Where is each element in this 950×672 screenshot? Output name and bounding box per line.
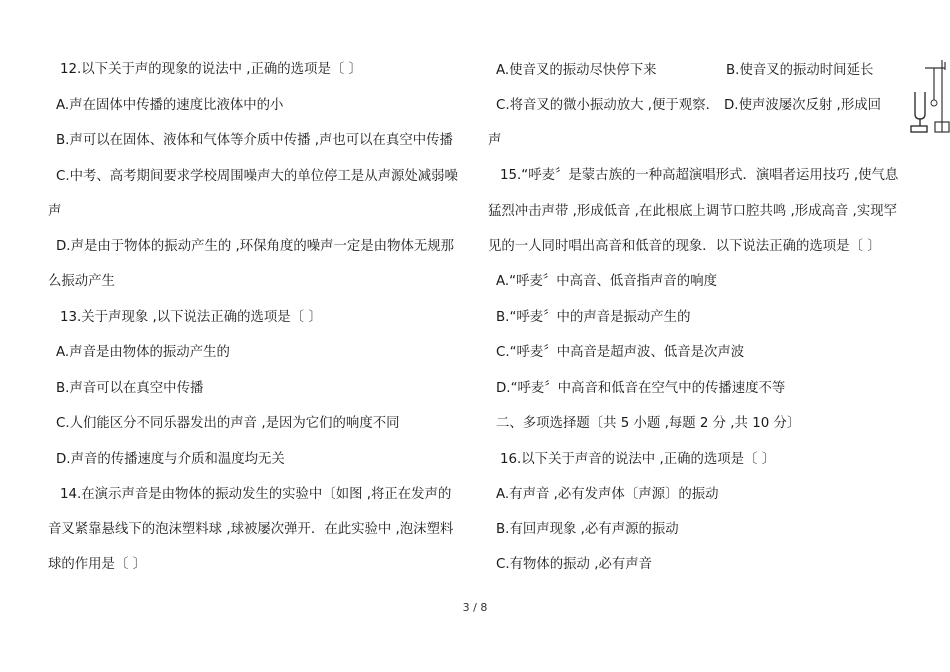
question-14-stem-cont-1: 音叉紧靠悬线下的泡沫塑料球 ,球被屡次弹开．在此实验中 ,泡沫塑料 — [48, 522, 454, 537]
question-14-option-a: A.使音叉的振动尽快停下来 — [496, 63, 657, 78]
question-13-option-b: B.声音可以在真空中传播 — [56, 381, 204, 396]
question-15-option-c: C.“呼麦〞中高音是超声波、低音是次声波 — [496, 345, 745, 360]
question-14-option-b: B.使音叉的振动时间延长 — [726, 63, 874, 78]
question-15-stem-cont-2: 见的一人同时唱出高音和低音的现象．以下说法正确的选项是〔 〕 — [488, 239, 881, 254]
question-12-stem: 12.以下关于声的现象的说法中 ,正确的选项是〔 〕 — [60, 62, 362, 77]
question-16-option-b: B.有回声现象 ,必有声源的振动 — [496, 522, 679, 537]
question-14-stem-cont-2: 球的作用是〔 〕 — [48, 557, 146, 572]
question-12-option-d: D.声是由于物体的振动产生的 ,环保角度的噪声一定是由物体无规那 — [56, 239, 455, 254]
question-15-stem-cont-1: 猛烈冲击声带 ,形成低音 ,在此根底上调节口腔共鸣 ,形成高音 ,实现罕 — [488, 204, 897, 219]
question-13-stem: 13.关于声现象 ,以下说法正确的选项是〔 〕 — [60, 310, 322, 325]
question-15-option-a: A.“呼麦〞中高音、低音指声音的响度 — [496, 274, 717, 289]
question-14-option-d-cont: 声 — [488, 133, 502, 148]
question-12-option-a: A.声在固体中传播的速度比液体中的小 — [56, 98, 284, 113]
question-12-option-d-cont: 么振动产生 — [48, 274, 115, 289]
stand-illustration — [925, 60, 949, 132]
question-13-option-d: D.声音的传播速度与介质和温度均无关 — [56, 452, 285, 467]
tuning-fork-illustration — [911, 92, 927, 132]
question-14-stem: 14.在演示声音是由物体的振动发生的实验中〔如图 ,将正在发声的 — [60, 487, 452, 502]
page-number: 3 / 8 — [462, 601, 488, 614]
question-16-option-c: C.有物体的振动 ,必有声音 — [496, 557, 653, 572]
tuning-fork-figure — [905, 56, 950, 136]
question-15-option-b: B.“呼麦〞中的声音是振动产生的 — [496, 310, 691, 325]
question-13-option-c: C.人们能区分不同乐器发出的声音 ,是因为它们的响度不同 — [56, 416, 400, 431]
question-16-stem: 16.以下关于声音的说法中 ,正确的选项是〔 〕 — [500, 452, 776, 467]
question-12-option-b: B.声可以在固体、液体和气体等介质中传播 ,声也可以在真空中传播 — [56, 133, 453, 148]
question-12-option-c: C.中考、高考期间要求学校周围噪声大的单位停工是从声源处减弱噪 — [56, 169, 458, 184]
question-15-stem: 15.“呼麦〞是蒙古族的一种高超演唱形式．演唱者运用技巧 ,使气息 — [500, 168, 899, 183]
question-16-option-a: A.有声音 ,必有发声体〔声源〕的振动 — [496, 487, 719, 502]
question-12-option-c-cont: 声 — [48, 204, 62, 219]
foam-ball-illustration — [931, 100, 937, 106]
question-13-option-a: A.声音是由物体的振动产生的 — [56, 345, 230, 360]
section-heading-multiple-choice: 二、多项选择题〔共 5 小题 ,每题 2 分 ,共 10 分〕 — [496, 416, 801, 431]
question-15-option-d: D.“呼麦〞中高音和低音在空气中的传播速度不等 — [496, 381, 786, 396]
question-14-option-d: D.使声波屡次反射 ,形成回 — [724, 98, 881, 113]
question-14-option-c: C.将音叉的微小振动放大 ,便于观察． — [496, 98, 719, 113]
